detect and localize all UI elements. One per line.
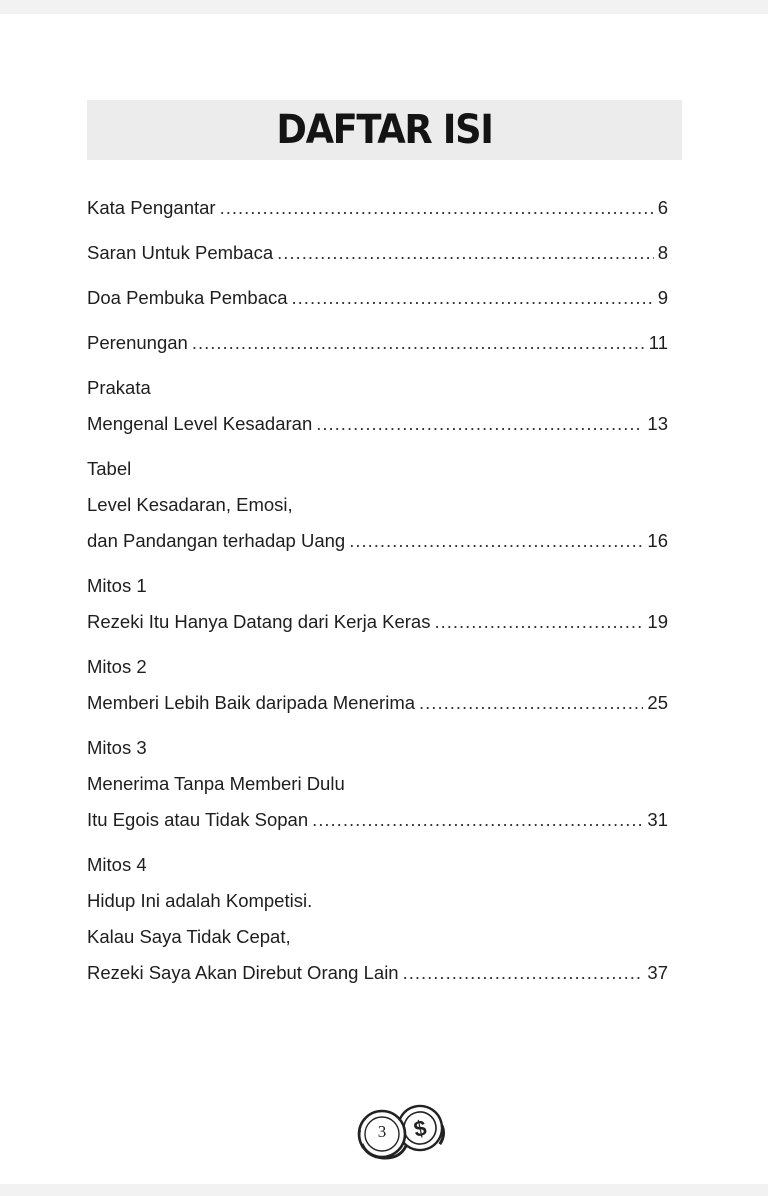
toc-title: Saran Untuk Pembaca <box>87 242 274 263</box>
toc-title: dan Pandangan terhadap Uang <box>87 530 346 551</box>
toc-entry <box>87 451 668 559</box>
page-number: 3 <box>377 1122 387 1141</box>
toc-page-number: 37 <box>647 962 668 983</box>
toc-page-number: 13 <box>647 413 668 434</box>
toc-title: Kata Pengantar <box>87 197 216 218</box>
toc-heading-line: Level Kesadaran, Emosi, <box>87 494 293 515</box>
dot-leader <box>349 523 643 559</box>
toc-heading-line: Kalau Saya Tidak Cepat, <box>87 926 291 947</box>
toc-title: Perenungan <box>87 332 188 353</box>
toc-page-number: 9 <box>657 287 668 308</box>
toc-title-line <box>87 685 668 721</box>
toc-page-number: 31 <box>647 809 668 830</box>
table-of-contents <box>87 190 668 991</box>
toc-heading-line: Mitos 3 <box>87 737 147 758</box>
toc-page-number: 6 <box>657 197 668 218</box>
toc-title: Rezeki Saya Akan Direbut Orang Lain <box>87 962 399 983</box>
toc-entry <box>87 325 668 361</box>
toc-title-line <box>87 955 668 991</box>
toc-entry <box>87 280 668 316</box>
toc-heading-line: Hidup Ini adalah Kompetisi. <box>87 890 313 911</box>
page-title: DAFTAR ISI <box>276 107 493 153</box>
toc-heading-line: Menerima Tanpa Memberi Dulu <box>87 773 345 794</box>
toc-title: Memberi Lebih Baik daripada Menerima <box>87 692 416 713</box>
toc-page-number: 16 <box>647 530 668 551</box>
toc-entry <box>87 730 668 838</box>
toc-heading-line: Tabel <box>87 458 132 479</box>
toc-heading-line: Prakata <box>87 377 151 398</box>
toc-title-line <box>87 325 668 361</box>
toc-heading-line: Mitos 2 <box>87 656 147 677</box>
dot-leader <box>220 190 654 226</box>
toc-entry <box>87 370 668 442</box>
toc-entry <box>87 568 668 640</box>
book-page <box>0 14 768 1184</box>
dot-leader <box>277 235 654 271</box>
toc-title: Rezeki Itu Hanya Datang dari Kerja Keras <box>87 611 431 632</box>
toc-heading-line: Mitos 4 <box>87 854 147 875</box>
dot-leader <box>312 802 643 838</box>
toc-page-number: 25 <box>647 692 668 713</box>
dot-leader <box>434 604 643 640</box>
toc-title-line <box>87 523 668 559</box>
toc-title: Itu Egois atau Tidak Sopan <box>87 809 309 830</box>
toc-entry <box>87 847 668 991</box>
toc-title-line <box>87 406 668 442</box>
toc-title-line <box>87 604 668 640</box>
toc-page-number: 19 <box>647 611 668 632</box>
toc-page-number: 11 <box>648 332 668 353</box>
dollar-sign: $ <box>411 1114 429 1142</box>
dot-leader <box>403 955 644 991</box>
toc-entry <box>87 235 668 271</box>
toc-page-number: 8 <box>657 242 668 263</box>
dot-leader <box>316 406 643 442</box>
toc-title-line <box>87 190 668 226</box>
title-banner <box>87 100 682 160</box>
toc-title: Mengenal Level Kesadaran <box>87 413 313 434</box>
toc-entry <box>87 190 668 226</box>
toc-title-line <box>87 235 668 271</box>
toc-title-line <box>87 802 668 838</box>
toc-title: Doa Pembuka Pembaca <box>87 287 288 308</box>
toc-heading-line: Mitos 1 <box>87 575 147 596</box>
dot-leader <box>192 325 645 361</box>
dot-leader <box>419 685 643 721</box>
toc-entry <box>87 649 668 721</box>
toc-title-line <box>87 280 668 316</box>
dot-leader <box>292 280 654 316</box>
